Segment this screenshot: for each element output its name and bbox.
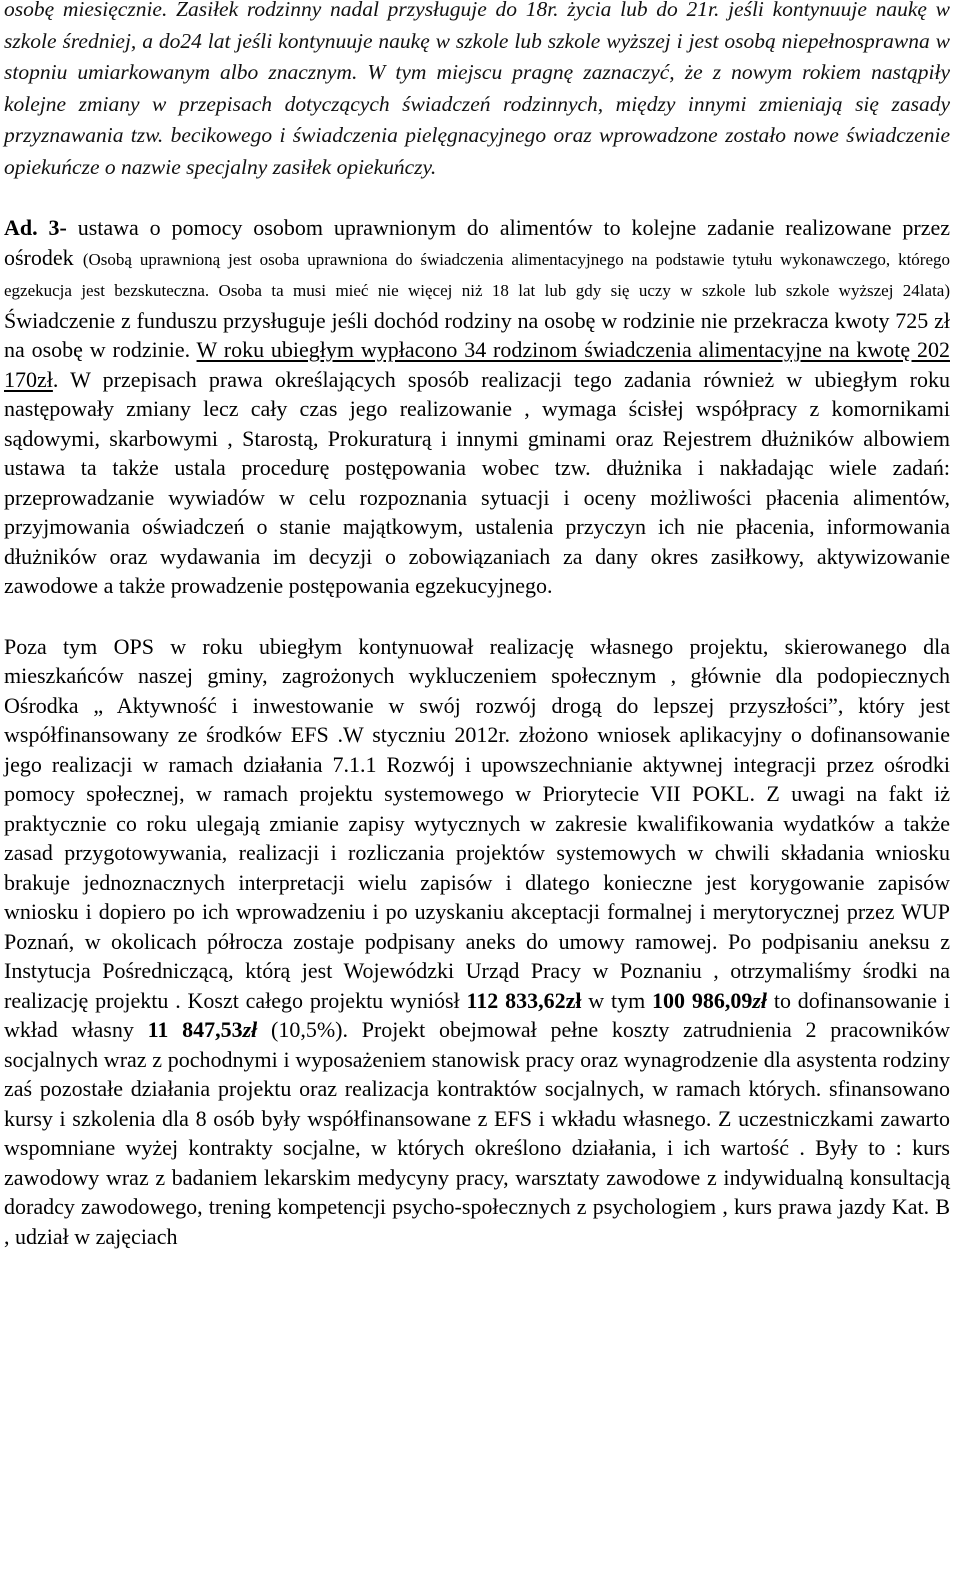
alimony-eligibility-note: (Osobą uprawnioną jest osoba uprawniona do świadczenia alimentacyjnego na podstawie tytułu wykonawczego, którego egzekucja jest bezskuteczna. Osoba ta musi mieć nie więcej niż 18 lat lub gdy się uczy w szkole lub szkole wyższej 24lata) xyxy=(4,249,951,300)
paragraph-family-benefits xyxy=(4,0,950,183)
project-cofunding-amount: 100 986,09 xyxy=(652,987,753,1013)
alimony-procedure-text: . W przepisach prawa określających sposób realizacji tego zadania również w ubiegłym roku następowały zmiany lecz cały czas jego realizowanie , wymaga ścisłej współpracy z komornikami sądowymi, skarbowymi , Starostą, Prokuraturą i innymi gminami oraz Rejestrem dłużników albowiem ustawa ta także ustala procedurę postępowania wobec tzw. dłużnika i nakładając wiele zadań: przeprowadzanie wywiadów w celu rozpoznania sytuacji i oceny możliwości płacenia alimentów, przyjmowania oświadczeń o stanie majątkowym, ustalenia przyczyn ich nie płacenia, informowania dłużników oraz wydawania im decyzji o zobowiązaniach za dany okres zasiłkowy, aktywizowanie zawodowe a także prowadzenie postępowania egzekucyjnego. xyxy=(4,366,950,598)
paragraph-efs-project xyxy=(4,632,950,1252)
section-label-ad3: Ad. 3- xyxy=(4,215,67,240)
project-own-contribution-unit: zł xyxy=(242,1017,258,1042)
paragraph-family-benefits-text: osobę miesięcznie. Zasiłek rodzinny nadal przysługuje do 18r. życia lub do 21r. jeśli kontynuuje naukę w szkole średniej, a do24 lat jeśli kontynuuje naukę w szkole lub szkole wyższej i jest osobą niepełnosprawna w stopniu umiarkowanym albo znacznym. W tym miejscu pragnę zaznaczyć, że z nowym rokiem nastąpiły kolejne zmiany w przepisach dotyczących świadczeń rodzinnych, między innymi zmieniają się zasady przyznawania tzw. becikowego i świadczenia pielęgnacyjnego oraz wprowadzone zostało nowe świadczenie opiekuńcze o nazwie specjalny zasiłek opiekuńczy. xyxy=(4,0,950,179)
alimony-income-text: Świadczenie z funduszu przysługuje jeśli dochód rodziny na osobę w rodzinie nie przekracza kwoty 725 zł na osobę w rodzinie. xyxy=(4,307,950,362)
project-connector-text: w tym xyxy=(581,987,653,1013)
project-activities-text: (10,5%). Projekt obejmował pełne koszty zatrudnienia 2 pracowników socjalnych wraz z pochodnymi i wyposażeniem stanowisk pracy oraz wynagrodzenie dla asystenta rodziny zaś pozostałe działania projektu oraz realizacja kontraktów socjalnych, w ramach których. sfinansowano kursy i szkolenia dla 8 osób były współfinansowane z EFS i wkładu własnego. Z uczestniczkami zawarto wspomniane wyżej kontrakty socjalne, w których określono działania, i ich wartość . Były to : kurs zawodowy wraz z badaniem lekarskim medycyny pracy, warsztaty zawodowe z indywidualną konsultacją doradcy zawodowego, trening kompetencji psycho-społecznych z psychologiem , kurs prawa jazdy Kat. B , udział w zajęciach xyxy=(4,1017,950,1249)
alimony-lead-text: ustawa o pomocy osobom uprawnionym do alimentów to kolejne zadanie realizowane przez ośrodek xyxy=(4,215,950,270)
paragraph-alimony-fund xyxy=(4,213,950,601)
project-own-contribution-amount: 11 847,53 xyxy=(147,1017,243,1042)
project-description-text: Poza tym OPS w roku ubiegłym kontynuował realizację własnego projektu, skierowanego dla mieszkańców naszej gminy, zagrożonych wykluczeniem społecznym , głównie dla podopiecznych Ośrodka „ Aktywność i inwestowanie w swój rozwój drogą do lepszej przyszłości”, który jest współfinansowany ze środków EFS .W styczniu 2012r. złożono wniosek aplikacyjny o dofinansowanie jego realizacji w ramach działania 7.1.1 Rozwój i upowszechnianie aktywnej integracji przez ośrodki pomocy społecznej, w ramach projektu systemowego w Priorytecie VII POKL. Z uwagi na fakt iż praktycznie co roku ulegają zmianie zapisy wytycznych w zakresie kwalifikowania wydatków a także zasad przygotowywania, realizacji i rozliczania projektów systemowych w chwili składania wniosku brakuje jednoznacznych interpretacji wielu zapisów i dlatego konieczne jest korygowanie zapisów wniosku i dopiero po ich wprowadzeniu i po uzyskaniu akceptacji formalnej i merytorycznej przez WUP Poznań, w okolicach półrocza zostaje podpisany aneks do umowy ramowej. Po podpisaniu aneksu z Instytucja Pośredniczącą, którą jest Wojewódzki Urząd Pracy w Poznaniu , otrzymaliśmy środki na realizację projektu . Koszt całego projektu wyniósł xyxy=(4,633,950,1013)
project-cofunding-unit: zł xyxy=(752,987,768,1013)
project-own-contribution-label: to dofinansowanie i wkład własny xyxy=(4,987,950,1042)
document-page xyxy=(4,0,950,1251)
alimony-payout-summary: W roku ubiegłym wypłacono 34 rodzinom świadczenia alimentacyjne na kwotę 202 170zł xyxy=(4,337,950,392)
project-total-cost: 112 833,62zł xyxy=(466,987,582,1013)
